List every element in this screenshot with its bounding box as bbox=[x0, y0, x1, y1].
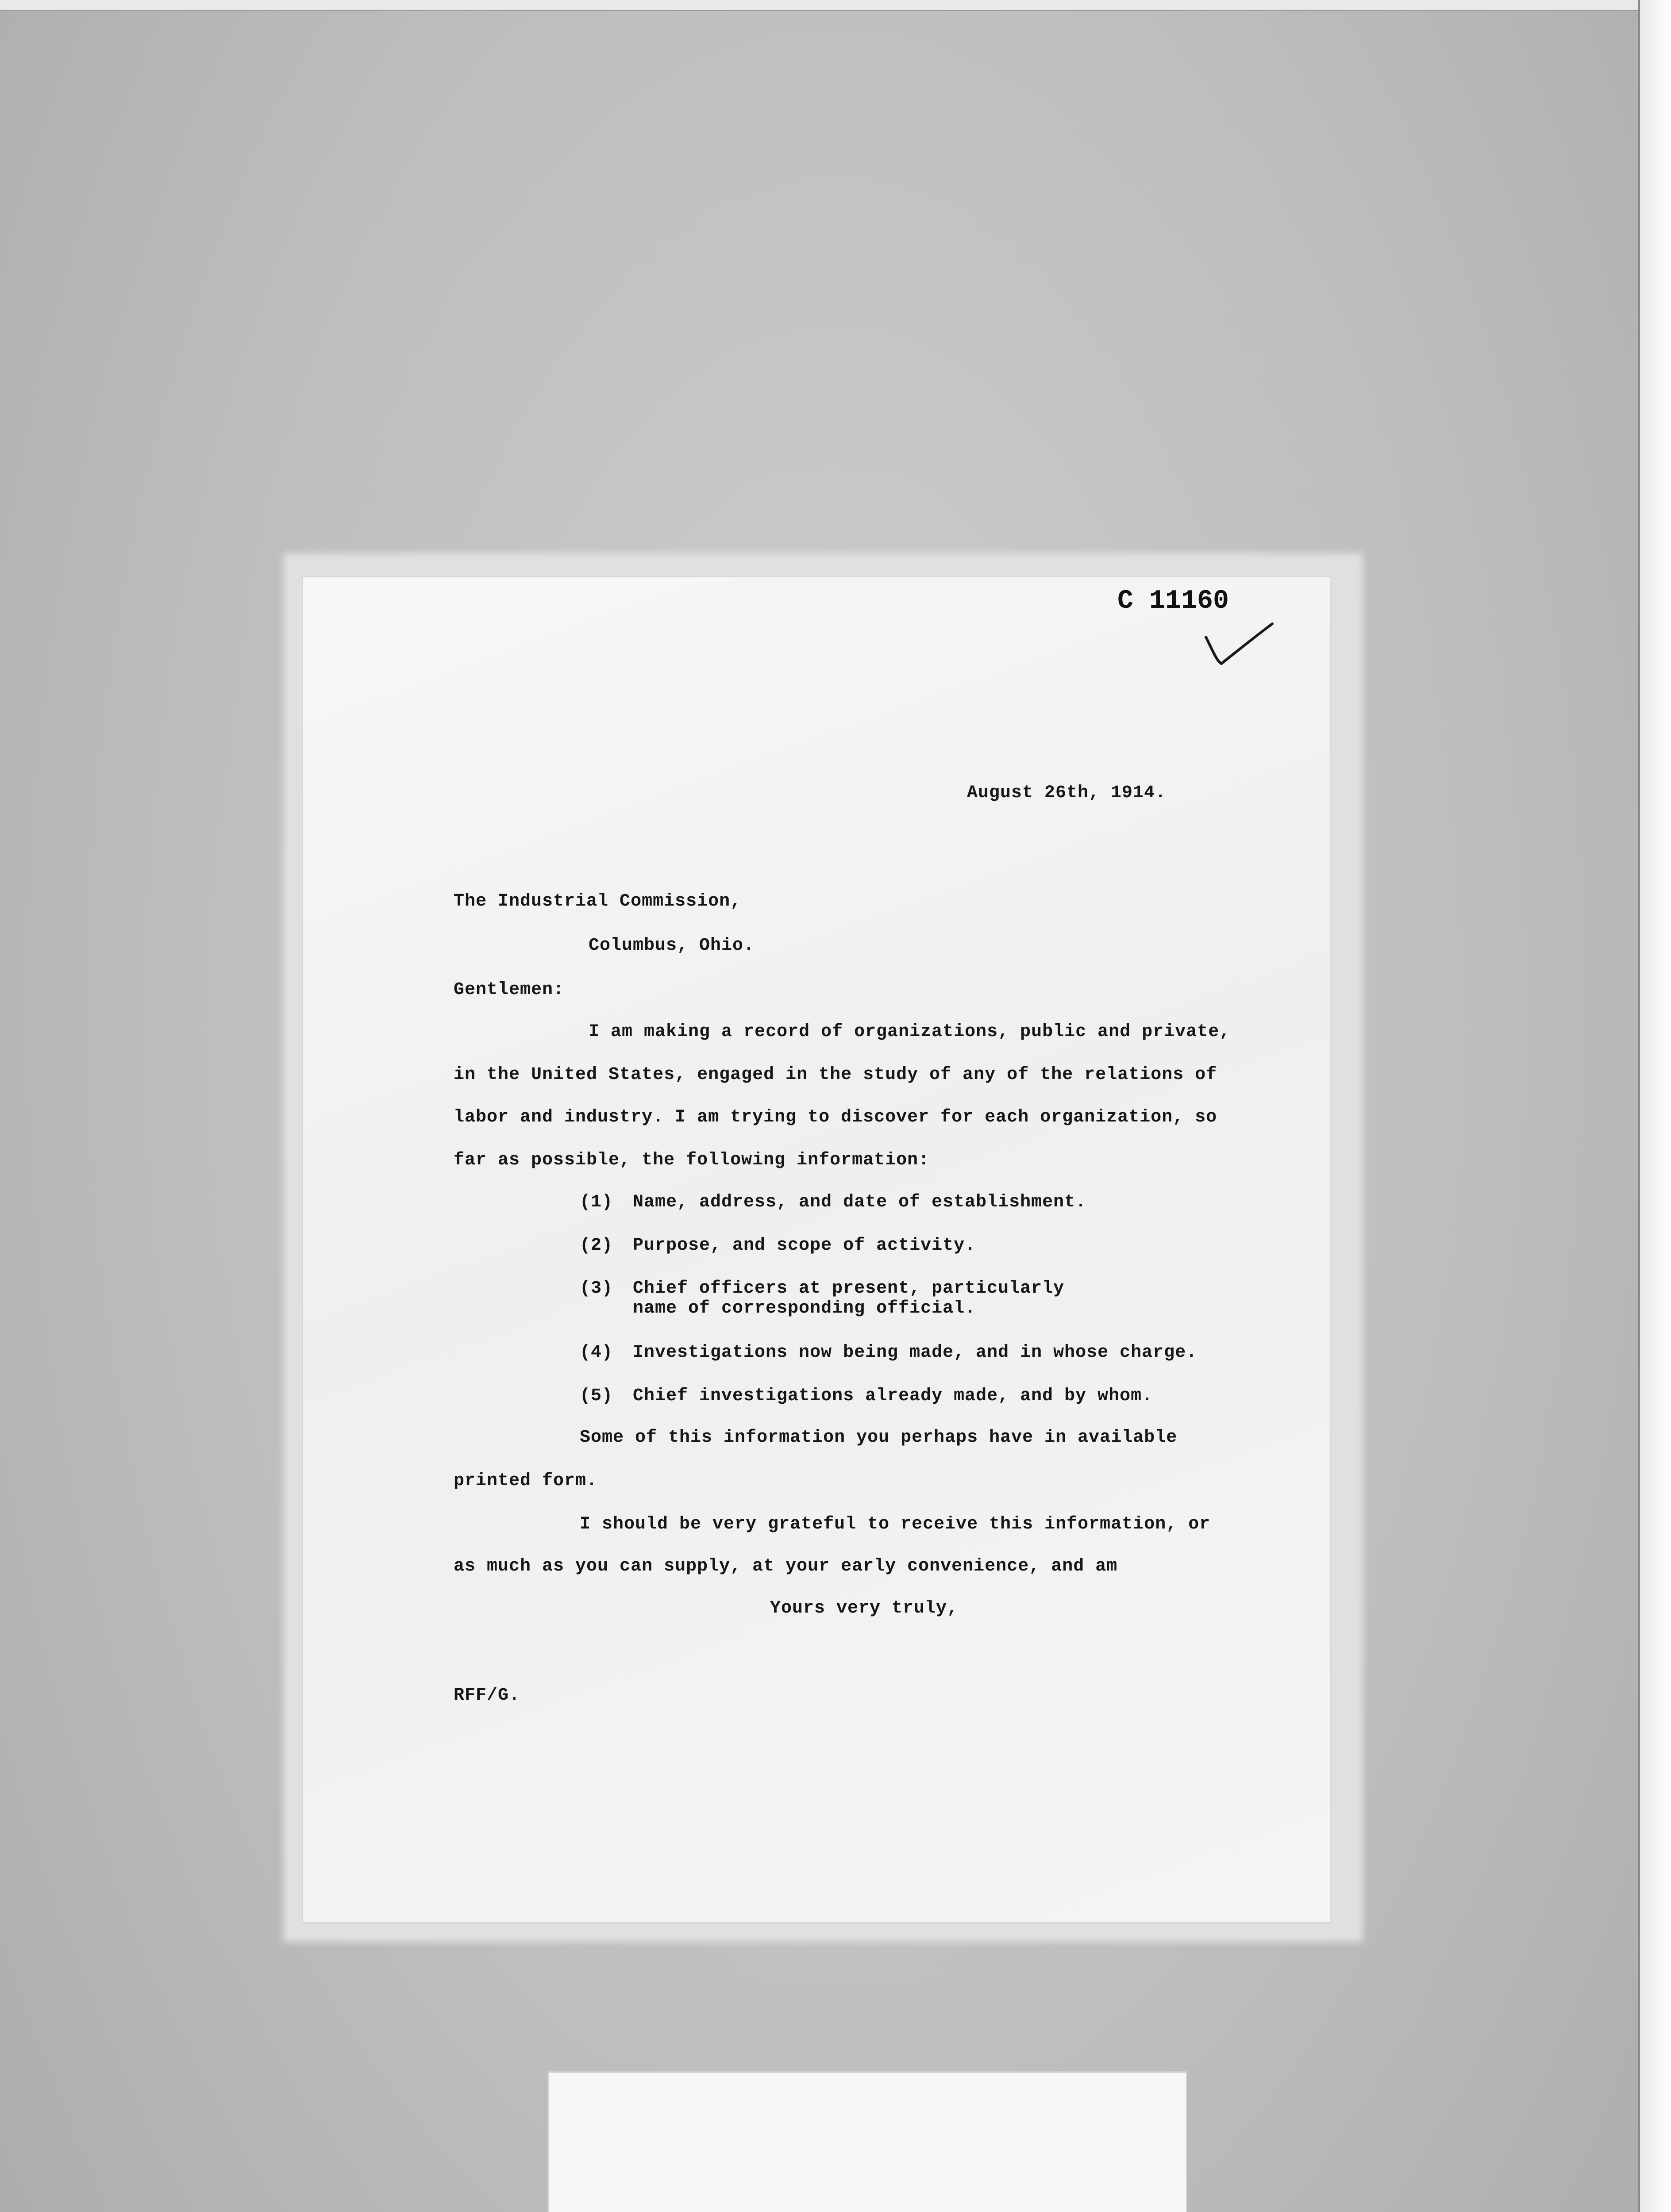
recipient-name: The Industrial Commission, bbox=[454, 891, 742, 911]
item-1-number: (1) bbox=[580, 1192, 613, 1212]
item-5-text: Chief investigations already made, and by whom. bbox=[633, 1386, 1153, 1406]
paragraph-2-line-2: printed form. bbox=[454, 1471, 598, 1491]
body-line-2: in the United States, engaged in the study of any of the relations of bbox=[454, 1065, 1217, 1085]
film-top-edge bbox=[0, 0, 1640, 11]
recipient-city: Columbus, Ohio. bbox=[589, 936, 755, 956]
closing: Yours very truly, bbox=[770, 1598, 959, 1618]
body-line-4: far as possible, the following information: bbox=[454, 1150, 930, 1170]
body-line-1: I am making a record of organizations, public and private, bbox=[589, 1022, 1231, 1042]
item-1-text: Name, address, and date of establishment. bbox=[633, 1192, 1087, 1212]
item-4-number: (4) bbox=[580, 1343, 613, 1363]
paragraph-3-line-2: as much as you can supply, at your early convenience, and am bbox=[454, 1556, 1118, 1576]
item-3-number: (3) bbox=[580, 1279, 613, 1298]
letter-sheet bbox=[303, 577, 1330, 1922]
paragraph-3-line-1: I should be very grateful to receive this information, or bbox=[580, 1514, 1211, 1534]
item-3-text: Chief officers at present, particularly bbox=[633, 1279, 1065, 1298]
item-2-number: (2) bbox=[580, 1236, 613, 1256]
film-right-edge bbox=[1638, 0, 1671, 2212]
item-3-text-continued: name of corresponding official. bbox=[633, 1298, 976, 1318]
letter-date: August 26th, 1914. bbox=[967, 783, 1167, 803]
archive-label-card bbox=[549, 2073, 1186, 2212]
item-2-text: Purpose, and scope of activity. bbox=[633, 1236, 976, 1256]
paragraph-2-line-1: Some of this information you perhaps have in available bbox=[580, 1428, 1178, 1448]
document-number: C 11160 bbox=[1117, 586, 1229, 616]
item-4-text: Investigations now being made, and in whose charge. bbox=[633, 1343, 1197, 1363]
initials: RFF/G. bbox=[454, 1686, 520, 1705]
body-line-3: labor and industry. I am trying to discover for each organization, so bbox=[454, 1107, 1217, 1127]
item-5-number: (5) bbox=[580, 1386, 613, 1406]
check-mark-icon bbox=[1201, 619, 1277, 668]
salutation: Gentlemen: bbox=[454, 980, 565, 1000]
